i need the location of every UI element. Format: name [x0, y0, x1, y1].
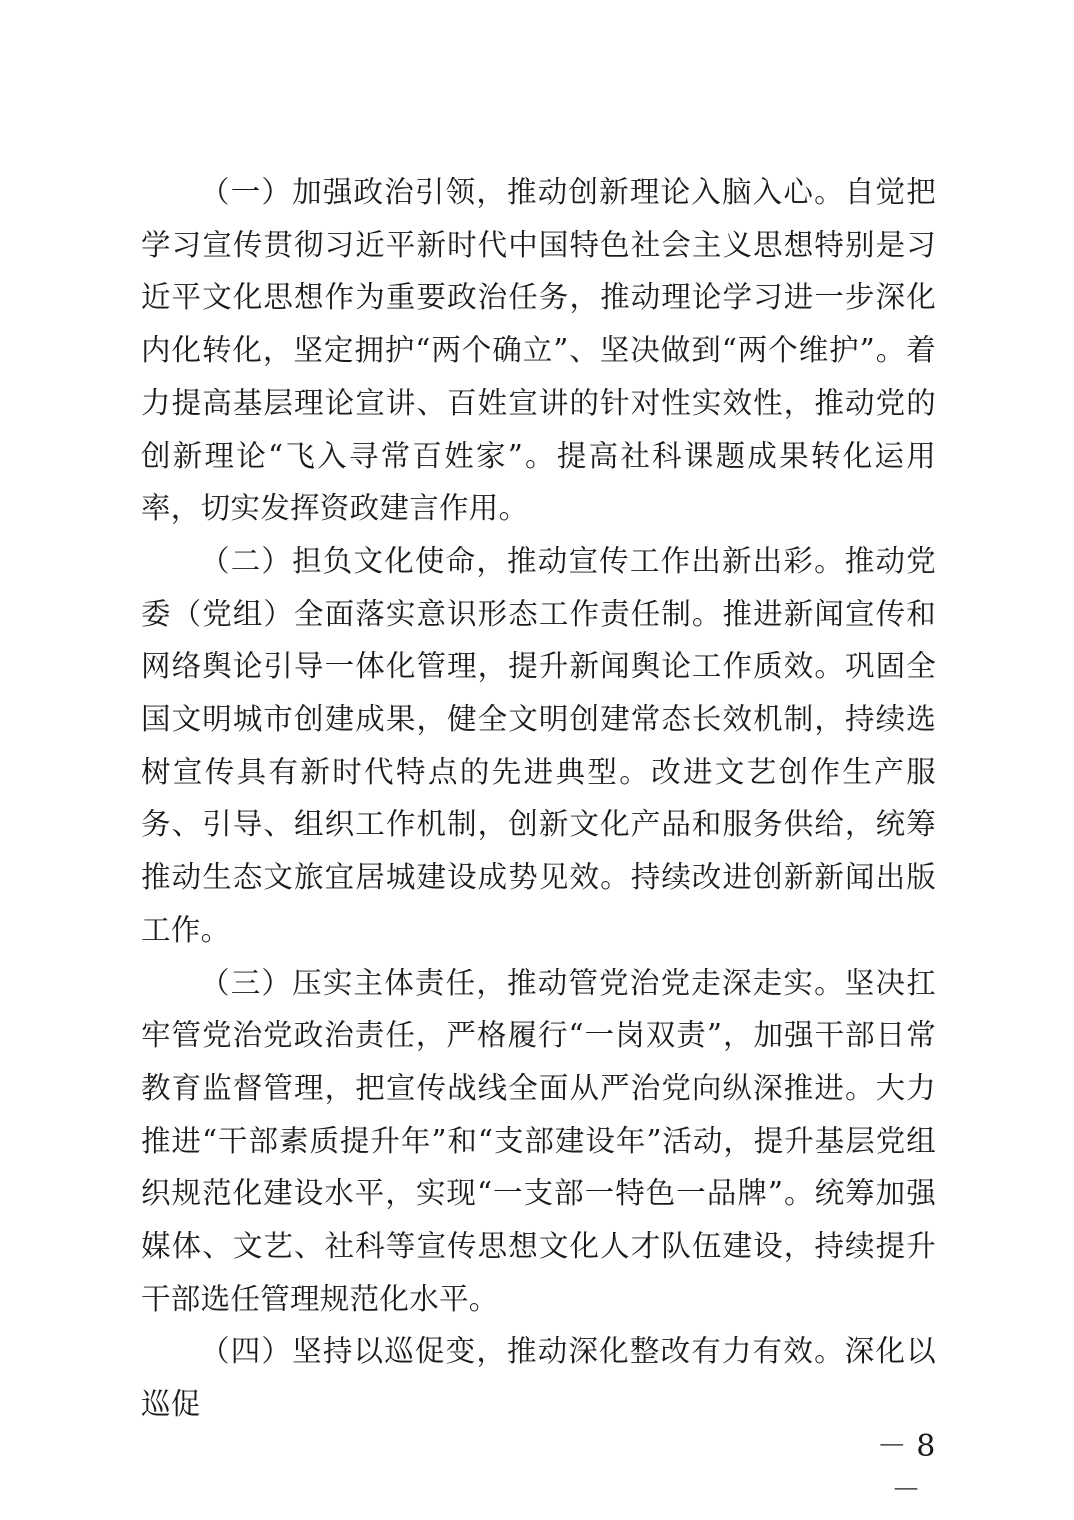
- page-number: － 8 －: [876, 1429, 936, 1508]
- paragraph-4: （四）坚持以巡促变，推动深化整改有力有效。深化以巡促: [141, 1334, 936, 1422]
- paragraph-1: （一）加强政治引领，推动创新理论入脑入心。自觉把学习宣传贯彻习近平新时代中国特色社会主义思想特别是习近平文化思想作为重要政治任务，推动理论学习进一步深化内化转化，坚定拥护“两个确立”、坚决做到“两个维护”。着力提高基层理论宣讲、百姓宣讲的针对性实效性，推动党的创新理论“飞入寻常百姓家”。提高社科课题成果转化运用率，切实发挥资政建言作用。: [141, 175, 936, 526]
- paragraph-3: （三）压实主体责任，推动管党治党走深走实。坚决扛牢管党治党政治责任，严格履行“一岗双责”，加强干部日常教育监督管理，把宣传战线全面从严治党向纵深推进。大力推进“干部素质提升年”和“支部建设年”活动，提升基层党组织规范化建设水平，实现“一支部一特色一品牌”。统筹加强媒体、文艺、社科等宣传思想文化人才队伍建设，持续提升干部选任管理规范化水平。: [141, 965, 936, 1316]
- document-body: [141, 166, 936, 1422]
- paragraph-2: （二）担负文化使命，推动宣传工作出新出彩。推动党委（党组）全面落实意识形态工作责任制。推进新闻宣传和网络舆论引导一体化管理，提升新闻舆论工作质效。巩固全国文明城市创建成果，健全文明创建常态长效机制，持续选树宣传具有新时代特点的先进典型。改进文艺创作生产服务、引导、组织工作机制，创新文化产品和服务供给，统筹推动生态文旅宜居城建设成势见效。持续改进创新新闻出版工作。: [141, 543, 936, 947]
